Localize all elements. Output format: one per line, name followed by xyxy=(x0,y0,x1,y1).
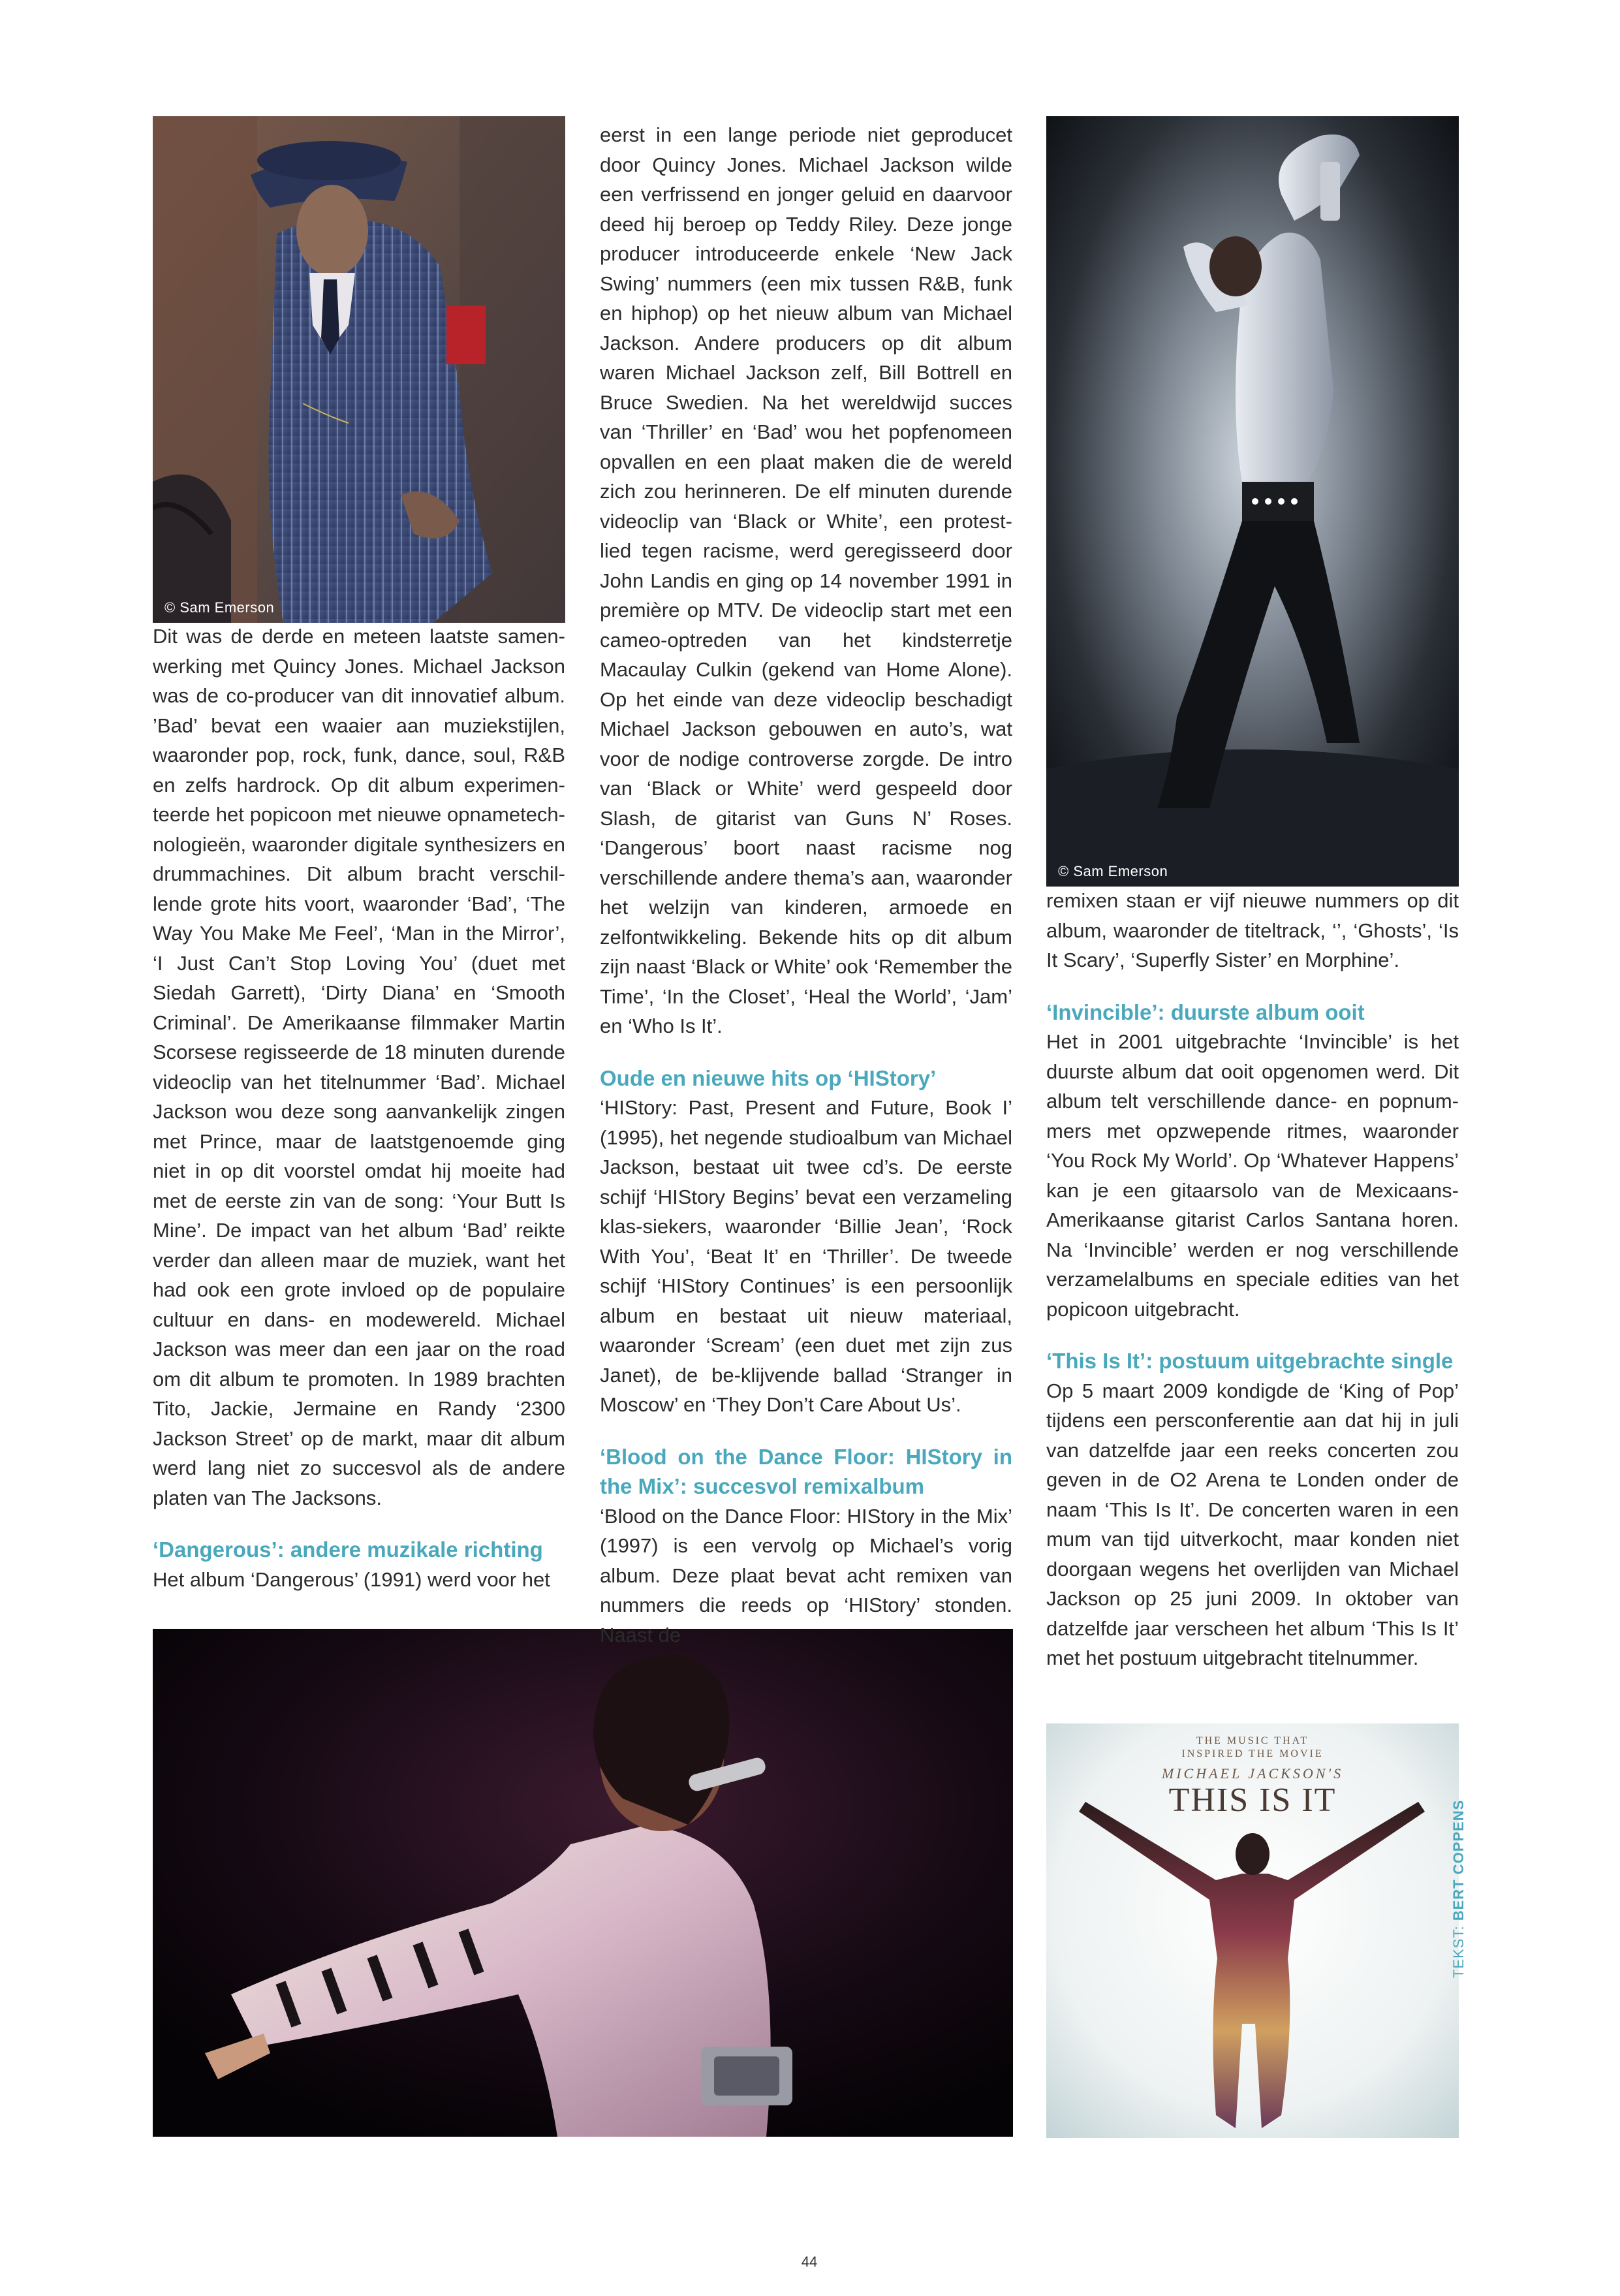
section-heading: ‘This Is It’: postuum uitgebrachte single xyxy=(1046,1349,1454,1373)
album-poster xyxy=(1046,1723,1459,2138)
paragraph: Het album ‘Dangerous’ (1991) werd voor het xyxy=(153,1567,550,1591)
paragraph: Op 5 maart 2009 kondigde de ‘King of Pop’ tijdens een persconferentie aan dat hij in juli van datzelfde jaar een reeks concerten zou geven in de O2 Arena te Londen onder de naam ‘This Is It’. De concerten waren in een mum van tijd uitverkocht, maar konden niet doorgaan wegens het overlijden van Michael Jackson op 25 juni 2009. In oktober van datzelfde jaar verscheen het album ‘This Is It’ met het postuum uitgebracht titelnummer. xyxy=(1046,1379,1459,1669)
paragraph: Dit was de derde en meteen laatste samen-werking met Quincy Jones. Michael Jackson was de co-producer van dit innovatief album. ’Bad’ bevat een waaier aan muziekstijlen, waaronder pop, rock, funk, dance, soul, R&B en zelfs hardrock. Op dit album experimen-teerde het popicoon met nieuwe opnametech-nologieën, waaronder digitale synthesizers en drummachines. Dit album bracht verschil-lende grote hits voort, waaronder ‘Bad’, ‘The Way You Make Me Feel’, ‘Man in the Mirror’, ‘I Just Can’t Stop Loving You’ (duet met Siedah Garrett), ‘Dirty Diana’ en ‘Smooth Criminal’. De Amerikaanse filmmaker Martin Scorsese regisseerde de 18 minuten durende videoclip van het titelnummer ‘Bad’. Michael Jackson wou deze song aanvankelijk zingen met Prince, maar de laatstgenoemde ging niet in op dit voorstel omdat hij moeite had met de eerste zin van de song: ‘Your Butt Is Mine’. De impact van het album ‘Bad’ reikte verder dan alleen maar de muziek, want het had ook een grote invloed op de populaire cultuur en dans- en modewereld. Michael Jackson was meer dan een jaar on the road om dit album te promoten. In 1989 brachten Tito, Jackie, Jermaine en Randy ‘2300 Jackson Street’ op de markt, maar dit album werd lang niet zo succesvol als de andere platen van The Jacksons. xyxy=(153,625,565,1509)
paragraph: remixen staan er vijf nieuwe nummers op dit album, waaronder de titeltrack, ‘’, ‘Ghosts’, ‘Is It Scary’, ‘Superfly Sister’ en Morphine’. xyxy=(1046,889,1459,971)
photo-credit: © Sam Emerson xyxy=(164,599,275,616)
poster-tagline-1: THE MUSIC THAT xyxy=(1196,1735,1309,1746)
article-column-1 xyxy=(153,621,565,1594)
author-credit xyxy=(1450,1756,1470,1978)
section-heading: ‘Dangerous’: andere muzikale richting xyxy=(153,1537,543,1562)
author-credit-label: TEKST: xyxy=(1450,1925,1467,1978)
page-number: 44 xyxy=(801,2254,818,2270)
photo-spotlight-performer xyxy=(1046,116,1459,887)
photo-microphone-performer xyxy=(153,1629,1013,2137)
photo-spotlight-performer-image xyxy=(1046,116,1459,887)
paragraph: Het in 2001 uitgebrachte ‘Invincible’ is het duurste album dat ooit opgenomen werd. Dit album telt verschillende dance- en popnum-mers met opzwepende ritmes, waaronder ‘You Rock My World’. Op ‘Whatever Happens’ kan je een gitaarsolo van de Mexicaans-Amerikaanse gitarist Carlos Santana horen. Na ‘Invincible’ werden er nog verschillende verzamelalbums en speciale edities van het popicoon uitgebracht. xyxy=(1046,1030,1459,1321)
poster-subtitle: MICHAEL JACKSON'S xyxy=(1161,1765,1344,1782)
paragraph: eerst in een lange periode niet geproducet door Quincy Jones. Michael Jackson wilde een verfrissend en jonger geluid en daarvoor deed hij beroep op Teddy Riley. Deze jonge producer introduceerde enkele ‘New Jack Swing’ nummers (een mix tussen R&B, funk en hiphop) op het nieuw album van Michael Jackson. Andere producers op dit album waren Michael Jackson zelf, Bill Bottrell en Bruce Swedien. Na het wereldwijd succes van ‘Thriller’ en ‘Bad’ wou het popfenomeen opvallen en een plaat maken die de wereld zich zou herinneren. De elf minuten durende videoclip van ‘Black or White’, een protest-lied tegen racisme, werd geregisseerd door John Landis en ging op 14 november 1991 in première op MTV. De videoclip start met een cameo-optreden van het kindsterretje Macaulay Culkin (gekend van Home Alone). Op het einde van deze videoclip beschadigt Michael Jackson gebouwen en auto’s, wat voor de nodige controverse zorgde. De intro van ‘Black or White’ werd gespeeld door Slash, de gitarist van Guns N’ Roses. ‘Dangerous’ boort naast racisme nog verschillende andere thema’s aan, waaronder het welzijn van kinderen, armoede en zelfontwikkeling. Bekende hits op dit album zijn naast ‘Black or White’ ook ‘Remember the Time’, ‘In the Closet’, ‘Heal the World’, ‘Jam’ en ‘Who Is It’. xyxy=(600,123,1012,1037)
paragraph: ‘HIStory: Past, Present and Future, Book I’ (1995), het negende studioalbum van Michael Jackson, bestaat uit twee cd’s. De eerste schijf ‘HIStory Begins’ bevat een verzameling klas-siekers, waaronder ‘Billie Jean’, ‘Rock With You’, ‘Beat It’ en ‘Thriller’. De tweede schijf ‘HIStory Continues’ is een persoonlijk album en bestaat uit nieuw materiaal, waaronder ‘Scream’ (een duet met zijn zus Janet), de be-klijvende ballad ‘Stranger in Moscow’ en ‘They Don’t Care About Us’. xyxy=(600,1096,1012,1416)
photo-pinstripe-suit xyxy=(153,116,565,623)
poster-title: THIS IS IT xyxy=(1168,1782,1337,1819)
section-heading: ‘Blood on the Dance Floor: HIStory in the Mix’: succesvol remixalbum xyxy=(600,1444,1012,1498)
paragraph: ‘Blood on the Dance Floor: HIStory in the Mix’ (1997) is een vervolg op Michael’s vorig album. Deze plaat bevat acht remixen van nummers die reeds op ‘HIStory’ stonden. Naast de xyxy=(600,1504,1012,1646)
photo-microphone-performer-image xyxy=(153,1629,1013,2137)
section-heading: Oude en nieuwe hits op ‘HIStory’ xyxy=(600,1065,937,1090)
section-heading: ‘Invincible’: duurste album ooit xyxy=(1046,999,1365,1024)
article-column-3 xyxy=(1046,886,1459,1673)
author-credit-name: BERT COPPENS xyxy=(1450,1799,1467,1921)
photo-credit: © Sam Emerson xyxy=(1058,863,1168,879)
photo-pinstripe-suit-image xyxy=(153,116,565,623)
article-column-2 xyxy=(600,120,1012,1650)
poster-tagline-2: INSPIRED THE MOVIE xyxy=(1181,1748,1324,1759)
